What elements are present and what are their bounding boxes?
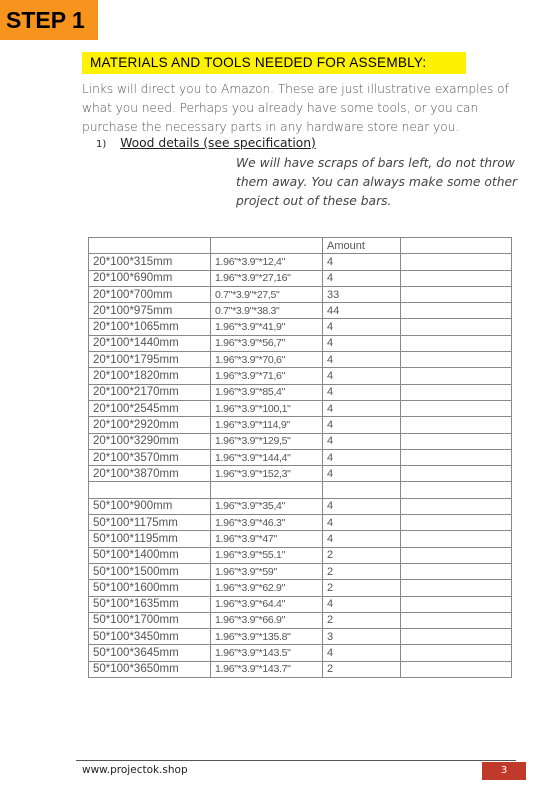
list-item-number: 1) bbox=[96, 139, 107, 150]
table-row bbox=[89, 629, 512, 645]
cell-dimensions-mm: 20*100*975mm bbox=[89, 303, 211, 319]
footer-divider bbox=[76, 760, 516, 761]
table-row bbox=[89, 335, 512, 351]
wood-details-link[interactable]: Wood details (see specification) bbox=[120, 136, 316, 150]
cell-extra bbox=[401, 286, 512, 302]
cell-dimensions-inch: 1.96"*3.9"*46.3" bbox=[211, 515, 323, 531]
table-header-cell bbox=[211, 238, 323, 254]
cell-dimensions-mm: 50*100*1400mm bbox=[89, 547, 211, 563]
cell-extra bbox=[401, 612, 512, 628]
cell-amount: 2 bbox=[323, 580, 401, 596]
cell-amount: 4 bbox=[323, 433, 401, 449]
cell-dimensions-inch: 1.96"*3.9"*100,1" bbox=[211, 400, 323, 416]
cell-amount: 4 bbox=[323, 254, 401, 270]
cell-extra bbox=[401, 629, 512, 645]
cell-dimensions-mm: 20*100*3290mm bbox=[89, 433, 211, 449]
cell-extra bbox=[401, 270, 512, 286]
cell-dimensions-mm bbox=[89, 482, 211, 498]
cell-extra bbox=[401, 563, 512, 579]
cell-amount: 4 bbox=[323, 270, 401, 286]
cell-amount: 2 bbox=[323, 563, 401, 579]
cell-dimensions-mm: 20*100*2545mm bbox=[89, 400, 211, 416]
table-row bbox=[89, 482, 512, 498]
cell-amount: 4 bbox=[323, 417, 401, 433]
table-row bbox=[89, 466, 512, 482]
cell-extra bbox=[401, 547, 512, 563]
cell-dimensions-inch: 1.96"*3.9"*85,4" bbox=[211, 384, 323, 400]
cell-amount: 33 bbox=[323, 286, 401, 302]
table-row bbox=[89, 384, 512, 400]
cell-dimensions-mm: 20*100*315mm bbox=[89, 254, 211, 270]
table-row bbox=[89, 352, 512, 368]
cell-extra bbox=[401, 303, 512, 319]
cell-dimensions-inch: 1.96"*3.9"*59" bbox=[211, 563, 323, 579]
cell-extra bbox=[401, 515, 512, 531]
page-number-badge: 3 bbox=[482, 762, 526, 780]
cell-dimensions-mm: 50*100*1175mm bbox=[89, 515, 211, 531]
cell-dimensions-inch bbox=[211, 482, 323, 498]
table-row bbox=[89, 303, 512, 319]
table-row bbox=[89, 417, 512, 433]
cell-amount: 4 bbox=[323, 449, 401, 465]
cell-amount: 4 bbox=[323, 400, 401, 416]
table-header-cell bbox=[89, 238, 211, 254]
cell-amount: 4 bbox=[323, 466, 401, 482]
cell-extra bbox=[401, 433, 512, 449]
cell-dimensions-mm: 50*100*3450mm bbox=[89, 629, 211, 645]
table-row bbox=[89, 254, 512, 270]
cell-dimensions-mm: 20*100*3570mm bbox=[89, 449, 211, 465]
cell-extra bbox=[401, 580, 512, 596]
cell-amount: 4 bbox=[323, 596, 401, 612]
wood-spec-table-body bbox=[89, 238, 512, 678]
cell-amount: 2 bbox=[323, 612, 401, 628]
cell-extra bbox=[401, 417, 512, 433]
cell-dimensions-mm: 20*100*3870mm bbox=[89, 466, 211, 482]
cell-dimensions-mm: 50*100*1195mm bbox=[89, 531, 211, 547]
cell-dimensions-mm: 20*100*1440mm bbox=[89, 335, 211, 351]
cell-dimensions-inch: 1.96"*3.9"*64.4" bbox=[211, 596, 323, 612]
cell-amount: 4 bbox=[323, 368, 401, 384]
cell-dimensions-mm: 50*100*1500mm bbox=[89, 563, 211, 579]
cell-amount: 4 bbox=[323, 352, 401, 368]
table-row bbox=[89, 400, 512, 416]
cell-dimensions-inch: 1.96"*3.9"*135.8" bbox=[211, 629, 323, 645]
cell-dimensions-mm: 20*100*2170mm bbox=[89, 384, 211, 400]
cell-amount: 4 bbox=[323, 319, 401, 335]
table-header-row bbox=[89, 238, 512, 254]
table-row bbox=[89, 547, 512, 563]
cell-extra bbox=[401, 498, 512, 514]
cell-extra bbox=[401, 368, 512, 384]
cell-dimensions-inch: 1.96"*3.9"*56,7" bbox=[211, 335, 323, 351]
cell-dimensions-inch: 1.96"*3.9"*66.9" bbox=[211, 612, 323, 628]
cell-extra bbox=[401, 466, 512, 482]
cell-amount: 44 bbox=[323, 303, 401, 319]
table-row bbox=[89, 449, 512, 465]
cell-extra bbox=[401, 254, 512, 270]
table-row bbox=[89, 661, 512, 677]
cell-dimensions-mm: 20*100*1795mm bbox=[89, 352, 211, 368]
cell-dimensions-inch: 1.96"*3.9"*35,4" bbox=[211, 498, 323, 514]
cell-extra bbox=[401, 335, 512, 351]
cell-dimensions-mm: 20*100*1065mm bbox=[89, 319, 211, 335]
cell-dimensions-inch: 1.96"*3.9"*41,9" bbox=[211, 319, 323, 335]
cell-dimensions-inch: 1.96"*3.9"*129,5" bbox=[211, 433, 323, 449]
step-badge: STEP 1 bbox=[0, 0, 98, 40]
cell-amount: 4 bbox=[323, 515, 401, 531]
footer-url[interactable]: www.projectok.shop bbox=[82, 764, 188, 776]
intro-paragraph: Links will direct you to Amazon. These are just illustrative examples of what you need. Perhaps you already have some tools, or you can purchase the necessary parts in any hardware store near you. bbox=[82, 82, 509, 134]
cell-extra bbox=[401, 645, 512, 661]
cell-dimensions-mm: 50*100*3645mm bbox=[89, 645, 211, 661]
scraps-note: We will have scraps of bars left, do not throw them away. You can always make some other project out of these bars. bbox=[236, 156, 518, 208]
cell-dimensions-inch: 1.96"*3.9"*144,4" bbox=[211, 449, 323, 465]
table-row bbox=[89, 515, 512, 531]
cell-dimensions-inch: 1.96"*3.9"*143.5" bbox=[211, 645, 323, 661]
cell-dimensions-mm: 50*100*1600mm bbox=[89, 580, 211, 596]
table-row bbox=[89, 270, 512, 286]
cell-extra bbox=[401, 661, 512, 677]
table-row bbox=[89, 563, 512, 579]
table-row bbox=[89, 498, 512, 514]
section-title: MATERIALS AND TOOLS NEEDED FOR ASSEMBLY: bbox=[82, 52, 466, 74]
table-row bbox=[89, 596, 512, 612]
cell-dimensions-mm: 20*100*690mm bbox=[89, 270, 211, 286]
cell-amount: 3 bbox=[323, 629, 401, 645]
cell-dimensions-inch: 1.96"*3.9"*70,6" bbox=[211, 352, 323, 368]
cell-extra bbox=[401, 400, 512, 416]
table-row bbox=[89, 612, 512, 628]
cell-dimensions-inch: 1.96"*3.9"*55.1" bbox=[211, 547, 323, 563]
table-row bbox=[89, 368, 512, 384]
cell-dimensions-mm: 20*100*700mm bbox=[89, 286, 211, 302]
cell-dimensions-inch: 1.96"*3.9"*27,16" bbox=[211, 270, 323, 286]
cell-extra bbox=[401, 384, 512, 400]
cell-extra bbox=[401, 352, 512, 368]
cell-extra bbox=[401, 596, 512, 612]
cell-dimensions-mm: 50*100*3650mm bbox=[89, 661, 211, 677]
cell-extra bbox=[401, 449, 512, 465]
cell-extra bbox=[401, 482, 512, 498]
cell-amount: 4 bbox=[323, 498, 401, 514]
cell-extra bbox=[401, 531, 512, 547]
cell-dimensions-mm: 20*100*1820mm bbox=[89, 368, 211, 384]
table-header-cell bbox=[401, 238, 512, 254]
cell-dimensions-inch: 1.96"*3.9"*62.9" bbox=[211, 580, 323, 596]
cell-amount: 2 bbox=[323, 661, 401, 677]
cell-dimensions-inch: 1.96"*3.9"*152,3" bbox=[211, 466, 323, 482]
list-item-wood-details bbox=[96, 136, 316, 150]
cell-dimensions-inch: 1.96"*3.9"*47" bbox=[211, 531, 323, 547]
table-row bbox=[89, 319, 512, 335]
table-row bbox=[89, 286, 512, 302]
cell-amount: 2 bbox=[323, 547, 401, 563]
cell-dimensions-mm: 50*100*900mm bbox=[89, 498, 211, 514]
table-row bbox=[89, 433, 512, 449]
table-row bbox=[89, 645, 512, 661]
table-header-amount: Amount bbox=[323, 238, 401, 254]
cell-dimensions-mm: 50*100*1700mm bbox=[89, 612, 211, 628]
wood-spec-table bbox=[88, 237, 512, 678]
table-row bbox=[89, 580, 512, 596]
cell-extra bbox=[401, 319, 512, 335]
table-row bbox=[89, 531, 512, 547]
cell-dimensions-inch: 0.7"*3.9"*38.3" bbox=[211, 303, 323, 319]
cell-amount: 4 bbox=[323, 531, 401, 547]
cell-dimensions-inch: 1.96"*3.9"*143.7" bbox=[211, 661, 323, 677]
cell-dimensions-inch: 1.96"*3.9"*71,6" bbox=[211, 368, 323, 384]
cell-dimensions-inch: 1.96"*3.9"*114,9" bbox=[211, 417, 323, 433]
cell-dimensions-mm: 50*100*1635mm bbox=[89, 596, 211, 612]
cell-amount bbox=[323, 482, 401, 498]
cell-dimensions-inch: 0.7"*3.9"*27,5" bbox=[211, 286, 323, 302]
cell-amount: 4 bbox=[323, 335, 401, 351]
cell-amount: 4 bbox=[323, 645, 401, 661]
cell-dimensions-mm: 20*100*2920mm bbox=[89, 417, 211, 433]
cell-dimensions-inch: 1.96"*3.9"*12,4" bbox=[211, 254, 323, 270]
cell-amount: 4 bbox=[323, 384, 401, 400]
